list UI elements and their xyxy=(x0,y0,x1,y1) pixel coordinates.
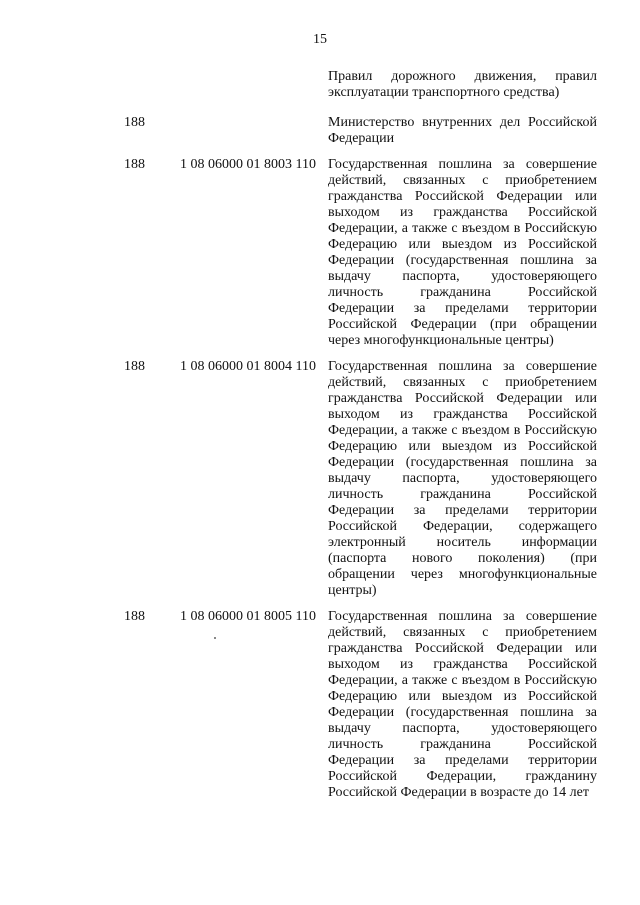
kbk-code: 1 08 06000 01 8004 110 xyxy=(180,359,316,374)
page-number: 15 xyxy=(313,32,327,47)
admin-code: 188 xyxy=(124,115,145,130)
admin-code: 188 xyxy=(124,609,145,624)
admin-code: 188 xyxy=(124,359,145,374)
kbk-code: 1 08 06000 01 8003 110 xyxy=(180,157,316,172)
entry-description: Государственная пошлина за совершение действий, связанных с приобретением гражданства Российской Федерации или выходом из гражданства Российской Федерации, а также с въездом в Российскую Федерацию или выездом из Российской Федерации (государственная пошлина за выдачу паспорта, удостоверяющего личность гражданина Российской Федерации за пределами территории Российской Федерации, содержащего электронный носитель информации (паспорта нового поколения) (при обращении через многофункциональные центры) xyxy=(328,359,597,598)
entry-description: Государственная пошлина за совершение действий, связанных с приобретением гражданства Российской Федерации или выходом из гражданства Российской Федерации, а также с въездом в Российскую Федерацию или выездом из Российской Федерации (государственная пошлина за выдачу паспорта, удостоверяющего личность гражданина Российской Федерации за пределами территории Российской Федерации (при обращении через многофункциональные центры) xyxy=(328,157,597,348)
entry-description: Министерство внутренних дел Российской Федерации xyxy=(328,115,597,146)
kbk-code: 1 08 06000 01 8005 110 xyxy=(180,609,316,624)
scan-speck xyxy=(214,637,216,639)
continuation-text: Правил дорожного движения, правил эксплуатации транспортного средства) xyxy=(328,69,597,100)
entry-description: Государственная пошлина за совершение действий, связанных с приобретением гражданства Российской Федерации или выходом из гражданства Российской Федерации, а также с въездом в Российскую Федерацию или выездом из Российской Федерации (государственная пошлина за выдачу паспорта, удостоверяющего личность гражданина Российской Федерации за пределами территории Российской Федерации, гражданину Российской Федерации в возрасте до 14 лет xyxy=(328,609,597,800)
admin-code: 188 xyxy=(124,157,145,172)
